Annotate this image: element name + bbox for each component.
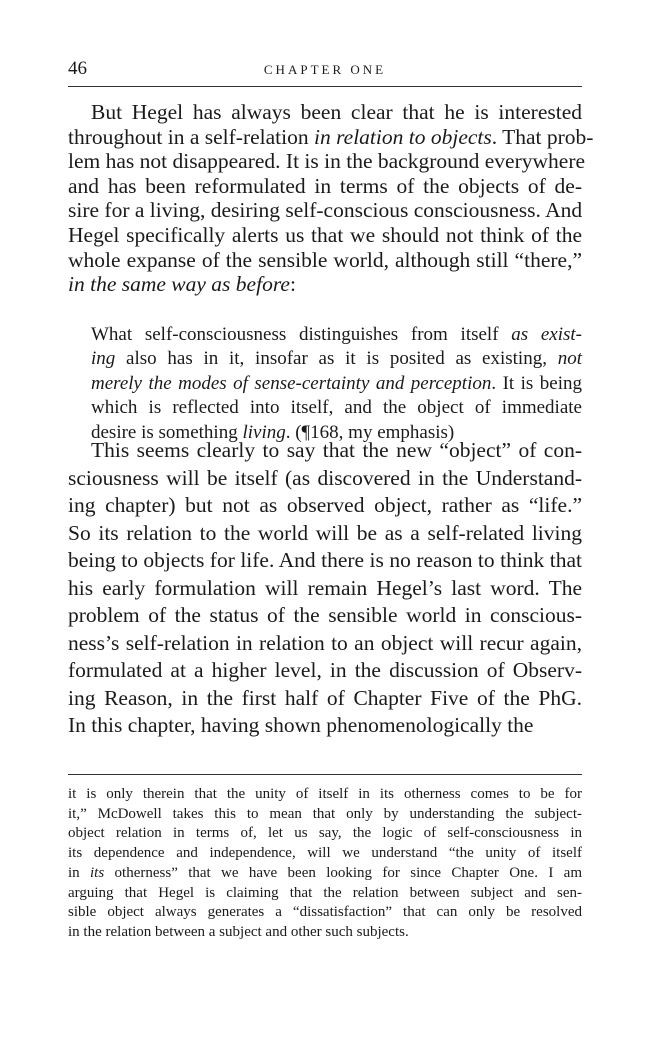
paragraph-line: in the same way as before: <box>68 272 296 297</box>
paragraph-line: sciousness will be itself (as discovered in the Understand- <box>68 465 582 490</box>
paragraph-line: In this chapter, having shown phenomenologically the <box>68 713 534 737</box>
paragraph-line: formulated at a higher level, in the discussion of Observ- <box>68 658 582 682</box>
footnote-line: its dependence and independence, will we understand “the unity of itself <box>68 845 582 862</box>
footnote-line: sible object always generates a “dissatisfaction” that can only be resolved <box>68 904 582 921</box>
paragraph-line: Hegel specifically alerts us that we should not think of the <box>68 223 582 247</box>
header-rule <box>68 86 582 87</box>
paragraph-line: ness’s self-relation in relation to an object will recur again, <box>68 630 582 655</box>
paragraph-line: being to objects for life. And there is no reason to think that <box>68 548 582 572</box>
quote-line: desire is something living. (¶168, my emphasis) <box>91 421 455 443</box>
paragraph-line: whole expanse of the sensible world, although still “there,” <box>68 247 582 272</box>
quote-line: merely the modes of sense-certainty and perception. It is being <box>91 372 582 394</box>
page-number: 46 <box>68 58 87 79</box>
page-header <box>68 58 582 80</box>
quote-line: which is reflected into itself, and the object of immediate <box>91 397 582 419</box>
paragraph-line: This seems clearly to say that the new “object” of con- <box>91 438 582 462</box>
paragraph-line: ing chapter) but not as observed object, rather as “life.” <box>68 493 582 517</box>
footnote-line: object relation in terms of, let us say, the logic of self-consciousness in <box>68 825 582 842</box>
paragraph-line: But Hegel has always been clear that he is interested <box>91 100 582 124</box>
paragraph-line: ing Reason, in the first half of Chapter Five of the PhG. <box>68 685 582 710</box>
footnote-rule <box>68 774 582 775</box>
paragraph-line: lem has not disappeared. It is in the background everywhere <box>68 149 586 174</box>
footnote-line: arguing that Hegel is claiming that the relation between subject and sen- <box>68 884 582 901</box>
paragraph-line: throughout in a self-relation in relation to objects. That prob- <box>68 124 594 149</box>
running-head: CHAPTER ONE <box>263 62 387 77</box>
footnote-line: in the relation between a subject and other such subjects. <box>68 923 409 940</box>
footnote-line: in its otherness” that we have been looking for since Chapter One. I am <box>68 864 582 881</box>
quote-line: ing also has in it, insofar as it is posited as existing, not <box>91 348 582 370</box>
paragraph-line: sire for a living, desiring self-conscious consciousness. And <box>68 198 583 223</box>
paragraph-line: So its relation to the world will be as a self-related living <box>68 520 582 545</box>
footnote-line: it,” McDowell takes this to mean that only by understanding the subject- <box>68 805 582 822</box>
paragraph-line: his early formulation will remain Hegel’s last word. The <box>68 575 582 600</box>
footnote-line: it is only therein that the unity of itself in its otherness comes to be for <box>68 786 582 802</box>
quote-line: What self-consciousness distinguishes from itself as exist- <box>91 324 582 345</box>
paragraph-line: and has been reformulated in terms of the objects of de- <box>68 173 582 198</box>
paragraph-line: problem of the status of the sensible world in conscious- <box>68 603 582 627</box>
